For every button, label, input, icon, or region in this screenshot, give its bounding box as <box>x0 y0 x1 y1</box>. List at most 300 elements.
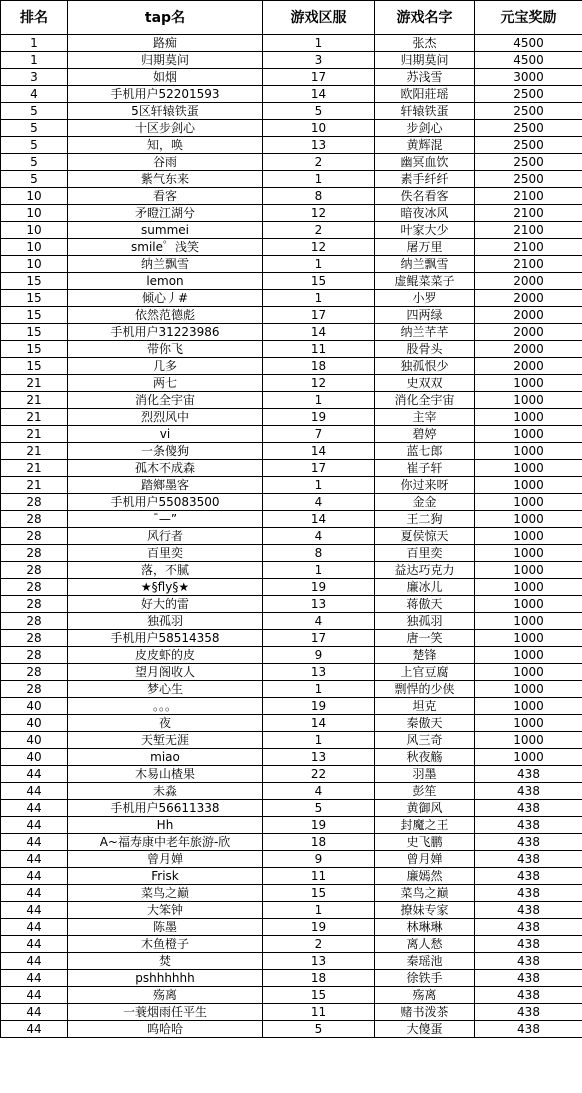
cell-yuanbao-reward: 1000 <box>475 477 582 494</box>
cell-game-name: 殇离 <box>375 987 475 1004</box>
header-game-server: 游戏区服 <box>263 1 375 35</box>
cell-game-server: 4 <box>263 528 375 545</box>
cell-tap-name: 百里奕 <box>68 545 263 562</box>
cell-rank: 5 <box>1 154 68 171</box>
cell-game-server: 15 <box>263 273 375 290</box>
cell-yuanbao-reward: 1000 <box>475 460 582 477</box>
cell-game-name: 秋夜觞 <box>375 749 475 766</box>
table-row <box>1 953 582 970</box>
header-row <box>1 1 582 35</box>
cell-rank: 44 <box>1 936 68 953</box>
cell-rank: 44 <box>1 851 68 868</box>
table-row <box>1 902 582 919</box>
cell-game-server: 4 <box>263 613 375 630</box>
cell-tap-name: 大笨钟 <box>68 902 263 919</box>
cell-game-name: 步剑心 <box>375 120 475 137</box>
cell-rank: 28 <box>1 562 68 579</box>
cell-tap-name: 知，唤 <box>68 137 263 154</box>
cell-tap-name: 消化全宇宙 <box>68 392 263 409</box>
cell-rank: 44 <box>1 953 68 970</box>
table-row <box>1 35 582 52</box>
cell-game-name: 廉冰儿 <box>375 579 475 596</box>
cell-game-server: 1 <box>263 732 375 749</box>
cell-game-name: 撩妹专家 <box>375 902 475 919</box>
cell-rank: 28 <box>1 664 68 681</box>
cell-rank: 28 <box>1 596 68 613</box>
cell-tap-name: 烈烈风中 <box>68 409 263 426</box>
cell-game-server: 12 <box>263 205 375 222</box>
table-row <box>1 613 582 630</box>
table-row <box>1 511 582 528</box>
cell-game-name: 独孤恨少 <box>375 358 475 375</box>
table-row <box>1 154 582 171</box>
cell-game-name: 蒋傲天 <box>375 596 475 613</box>
cell-game-server: 1 <box>263 171 375 188</box>
cell-rank: 21 <box>1 375 68 392</box>
cell-game-name: 独孤羽 <box>375 613 475 630</box>
cell-game-server: 19 <box>263 817 375 834</box>
table-row <box>1 885 582 902</box>
cell-tap-name: 谷雨 <box>68 154 263 171</box>
cell-yuanbao-reward: 2000 <box>475 324 582 341</box>
cell-game-name: 廉嫣然 <box>375 868 475 885</box>
cell-yuanbao-reward: 2500 <box>475 103 582 120</box>
cell-rank: 15 <box>1 341 68 358</box>
cell-game-name: 徐铁手 <box>375 970 475 987</box>
cell-rank: 21 <box>1 460 68 477</box>
cell-tap-name: smile゜浅笑 <box>68 239 263 256</box>
cell-yuanbao-reward: 438 <box>475 817 582 834</box>
cell-yuanbao-reward: 2100 <box>475 256 582 273</box>
cell-yuanbao-reward: 438 <box>475 783 582 800</box>
cell-yuanbao-reward: 2100 <box>475 205 582 222</box>
cell-tap-name: 。。。 <box>68 698 263 715</box>
cell-game-server: 5 <box>263 1021 375 1038</box>
cell-game-name: 赌书泼茶 <box>375 1004 475 1021</box>
cell-yuanbao-reward: 1000 <box>475 375 582 392</box>
cell-game-name: 大傻蛋 <box>375 1021 475 1038</box>
table-row <box>1 324 582 341</box>
cell-yuanbao-reward: 1000 <box>475 511 582 528</box>
cell-rank: 10 <box>1 256 68 273</box>
cell-rank: 44 <box>1 783 68 800</box>
table-row <box>1 69 582 86</box>
cell-yuanbao-reward: 2100 <box>475 239 582 256</box>
cell-tap-name: 纳兰飘雪 <box>68 256 263 273</box>
cell-game-name: 素手纤纤 <box>375 171 475 188</box>
cell-game-server: 1 <box>263 35 375 52</box>
cell-yuanbao-reward: 4500 <box>475 35 582 52</box>
table-row <box>1 528 582 545</box>
cell-rank: 21 <box>1 392 68 409</box>
cell-rank: 10 <box>1 222 68 239</box>
cell-tap-name: 路痴 <box>68 35 263 52</box>
cell-rank: 5 <box>1 120 68 137</box>
cell-rank: 15 <box>1 324 68 341</box>
table-row <box>1 460 582 477</box>
cell-yuanbao-reward: 1000 <box>475 613 582 630</box>
cell-game-server: 2 <box>263 154 375 171</box>
cell-game-name: 轩辕铁蛋 <box>375 103 475 120</box>
cell-rank: 44 <box>1 885 68 902</box>
cell-tap-name: 看客 <box>68 188 263 205</box>
cell-yuanbao-reward: 1000 <box>475 562 582 579</box>
cell-yuanbao-reward: 438 <box>475 970 582 987</box>
cell-game-server: 17 <box>263 460 375 477</box>
cell-game-name: 佚名看客 <box>375 188 475 205</box>
table-row <box>1 137 582 154</box>
cell-game-server: 19 <box>263 698 375 715</box>
cell-yuanbao-reward: 2100 <box>475 222 582 239</box>
cell-rank: 40 <box>1 749 68 766</box>
header-tap-name: tap名 <box>68 1 263 35</box>
cell-game-server: 13 <box>263 953 375 970</box>
header-yuanbao-reward: 元宝奖励 <box>475 1 582 35</box>
cell-yuanbao-reward: 1000 <box>475 749 582 766</box>
cell-rank: 44 <box>1 817 68 834</box>
cell-tap-name: 孤木不成森 <box>68 460 263 477</box>
cell-game-server: 9 <box>263 851 375 868</box>
cell-game-name: 纳兰飘雪 <box>375 256 475 273</box>
table-row <box>1 409 582 426</box>
table-row <box>1 494 582 511</box>
cell-tap-name: 殇离 <box>68 987 263 1004</box>
table-row <box>1 749 582 766</box>
cell-yuanbao-reward: 2500 <box>475 171 582 188</box>
table-row <box>1 800 582 817</box>
table-row <box>1 919 582 936</box>
table-row <box>1 103 582 120</box>
cell-yuanbao-reward: 438 <box>475 851 582 868</box>
table-row <box>1 188 582 205</box>
cell-game-server: 8 <box>263 188 375 205</box>
cell-rank: 5 <box>1 171 68 188</box>
cell-tap-name: 一条傻狗 <box>68 443 263 460</box>
cell-rank: 44 <box>1 834 68 851</box>
cell-game-name: 百里奕 <box>375 545 475 562</box>
table-row <box>1 52 582 69</box>
cell-rank: 1 <box>1 35 68 52</box>
cell-game-server: 3 <box>263 52 375 69</box>
cell-tap-name: pshhhhhh <box>68 970 263 987</box>
cell-game-name: 张杰 <box>375 35 475 52</box>
cell-game-name: 归期莫问 <box>375 52 475 69</box>
cell-game-name: 曾月婵 <box>375 851 475 868</box>
cell-game-server: 9 <box>263 647 375 664</box>
cell-game-name: 剽悍的少侠 <box>375 681 475 698</box>
cell-rank: 28 <box>1 579 68 596</box>
cell-yuanbao-reward: 1000 <box>475 698 582 715</box>
cell-game-name: 史飞鹏 <box>375 834 475 851</box>
cell-tap-name: 独孤羽 <box>68 613 263 630</box>
cell-game-server: 14 <box>263 511 375 528</box>
cell-yuanbao-reward: 3000 <box>475 69 582 86</box>
cell-game-server: 22 <box>263 766 375 783</box>
header-game-name: 游戏名字 <box>375 1 475 35</box>
cell-yuanbao-reward: 1000 <box>475 426 582 443</box>
cell-tap-name: 带你飞 <box>68 341 263 358</box>
cell-tap-name: Hh <box>68 817 263 834</box>
cell-tap-name: 落，不腻 <box>68 562 263 579</box>
cell-rank: 15 <box>1 358 68 375</box>
cell-game-name: 叶家大少 <box>375 222 475 239</box>
cell-game-server: 5 <box>263 103 375 120</box>
table-row <box>1 443 582 460</box>
cell-rank: 28 <box>1 511 68 528</box>
table-row <box>1 273 582 290</box>
table-row <box>1 205 582 222</box>
cell-game-name: 你过来呀 <box>375 477 475 494</box>
cell-game-server: 1 <box>263 256 375 273</box>
cell-tap-name: 陈墨 <box>68 919 263 936</box>
cell-game-name: 史双双 <box>375 375 475 392</box>
table-row <box>1 358 582 375</box>
cell-game-name: 消化全宇宙 <box>375 392 475 409</box>
cell-rank: 1 <box>1 52 68 69</box>
cell-yuanbao-reward: 1000 <box>475 409 582 426</box>
header-rank: 排名 <box>1 1 68 35</box>
cell-game-name: 夏侯惊天 <box>375 528 475 545</box>
cell-game-name: 欧阳莊瑶 <box>375 86 475 103</box>
cell-yuanbao-reward: 1000 <box>475 443 582 460</box>
cell-game-name: 暗夜冰风 <box>375 205 475 222</box>
cell-game-name: 小罗 <box>375 290 475 307</box>
cell-yuanbao-reward: 1000 <box>475 392 582 409</box>
cell-tap-name: 天堑无涯 <box>68 732 263 749</box>
cell-game-server: 13 <box>263 596 375 613</box>
cell-game-name: 坦克 <box>375 698 475 715</box>
table-row <box>1 86 582 103</box>
cell-game-server: 11 <box>263 868 375 885</box>
cell-game-server: 1 <box>263 477 375 494</box>
cell-game-server: 11 <box>263 1004 375 1021</box>
cell-yuanbao-reward: 2500 <box>475 137 582 154</box>
cell-game-name: 唐一笑 <box>375 630 475 647</box>
table-row <box>1 222 582 239</box>
cell-yuanbao-reward: 2000 <box>475 341 582 358</box>
table-row <box>1 341 582 358</box>
cell-game-server: 14 <box>263 443 375 460</box>
cell-rank: 28 <box>1 494 68 511</box>
cell-yuanbao-reward: 4500 <box>475 52 582 69</box>
table-row <box>1 630 582 647</box>
cell-yuanbao-reward: 438 <box>475 1021 582 1038</box>
cell-rank: 44 <box>1 902 68 919</box>
cell-yuanbao-reward: 1000 <box>475 528 582 545</box>
cell-rank: 44 <box>1 1021 68 1038</box>
cell-yuanbao-reward: 2500 <box>475 86 582 103</box>
cell-tap-name: 归期莫问 <box>68 52 263 69</box>
cell-yuanbao-reward: 1000 <box>475 715 582 732</box>
cell-game-server: 12 <box>263 375 375 392</box>
cell-game-server: 1 <box>263 392 375 409</box>
cell-game-name: 屠万里 <box>375 239 475 256</box>
cell-game-server: 13 <box>263 137 375 154</box>
cell-yuanbao-reward: 438 <box>475 766 582 783</box>
cell-game-name: 四两绿 <box>375 307 475 324</box>
cell-yuanbao-reward: 2500 <box>475 154 582 171</box>
cell-tap-name: 手机用户55083500 <box>68 494 263 511</box>
table-row <box>1 987 582 1004</box>
cell-yuanbao-reward: 438 <box>475 902 582 919</box>
cell-tap-name: A~福寿康中老年旅游-欣 <box>68 834 263 851</box>
cell-game-name: 王二狗 <box>375 511 475 528</box>
cell-tap-name: lemon <box>68 273 263 290</box>
table-row <box>1 715 582 732</box>
cell-tap-name: 未淼 <box>68 783 263 800</box>
cell-yuanbao-reward: 438 <box>475 919 582 936</box>
cell-rank: 44 <box>1 919 68 936</box>
cell-rank: 15 <box>1 273 68 290</box>
cell-game-name: 纳兰芊芊 <box>375 324 475 341</box>
cell-yuanbao-reward: 1000 <box>475 664 582 681</box>
cell-yuanbao-reward: 1000 <box>475 545 582 562</box>
cell-game-server: 1 <box>263 902 375 919</box>
cell-yuanbao-reward: 1000 <box>475 579 582 596</box>
table-row <box>1 698 582 715</box>
table-row <box>1 477 582 494</box>
cell-game-name: 虚鲲菜菜子 <box>375 273 475 290</box>
cell-tap-name: 十区步剑心 <box>68 120 263 137</box>
cell-tap-name: 踏鄉墨客 <box>68 477 263 494</box>
cell-rank: 28 <box>1 630 68 647</box>
cell-yuanbao-reward: 1000 <box>475 630 582 647</box>
cell-game-server: 10 <box>263 120 375 137</box>
cell-game-name: 菜鸟之巅 <box>375 885 475 902</box>
cell-game-name: 苏浅雪 <box>375 69 475 86</box>
cell-rank: 40 <box>1 715 68 732</box>
table-row <box>1 1021 582 1038</box>
cell-game-server: 7 <box>263 426 375 443</box>
cell-rank: 5 <box>1 103 68 120</box>
cell-game-name: 秦傲天 <box>375 715 475 732</box>
cell-yuanbao-reward: 438 <box>475 800 582 817</box>
cell-yuanbao-reward: 438 <box>475 987 582 1004</box>
cell-yuanbao-reward: 2000 <box>475 273 582 290</box>
cell-game-server: 19 <box>263 579 375 596</box>
cell-yuanbao-reward: 2000 <box>475 358 582 375</box>
cell-tap-name: 手机用户31223986 <box>68 324 263 341</box>
cell-game-server: 18 <box>263 834 375 851</box>
cell-game-name: 彭笙 <box>375 783 475 800</box>
cell-rank: 3 <box>1 69 68 86</box>
cell-game-name: 林琳琳 <box>375 919 475 936</box>
cell-game-name: 益达巧克力 <box>375 562 475 579</box>
cell-tap-name: 手机用户58514358 <box>68 630 263 647</box>
cell-tap-name: 手机用户56611338 <box>68 800 263 817</box>
cell-rank: 28 <box>1 681 68 698</box>
table-row <box>1 766 582 783</box>
cell-game-name: 金金 <box>375 494 475 511</box>
table-row <box>1 171 582 188</box>
cell-game-server: 14 <box>263 715 375 732</box>
cell-yuanbao-reward: 2500 <box>475 120 582 137</box>
cell-yuanbao-reward: 438 <box>475 953 582 970</box>
cell-rank: 28 <box>1 545 68 562</box>
cell-rank: 21 <box>1 443 68 460</box>
cell-yuanbao-reward: 438 <box>475 936 582 953</box>
cell-game-name: 主宰 <box>375 409 475 426</box>
cell-yuanbao-reward: 438 <box>475 1004 582 1021</box>
cell-game-name: 封魔之王 <box>375 817 475 834</box>
cell-rank: 21 <box>1 426 68 443</box>
cell-yuanbao-reward: 438 <box>475 868 582 885</box>
table-row <box>1 732 582 749</box>
table-row <box>1 1004 582 1021</box>
cell-tap-name: 曾月婵 <box>68 851 263 868</box>
cell-tap-name: 如烟 <box>68 69 263 86</box>
table-row <box>1 868 582 885</box>
cell-game-server: 18 <box>263 970 375 987</box>
cell-game-server: 17 <box>263 630 375 647</box>
table-row <box>1 834 582 851</box>
table-row <box>1 307 582 324</box>
cell-tap-name: 手机用户52201593 <box>68 86 263 103</box>
table-row <box>1 851 582 868</box>
cell-game-server: 14 <box>263 324 375 341</box>
cell-yuanbao-reward: 2000 <box>475 307 582 324</box>
cell-rank: 4 <box>1 86 68 103</box>
cell-tap-name: 望月阁收人 <box>68 664 263 681</box>
cell-yuanbao-reward: 1000 <box>475 596 582 613</box>
cell-rank: 40 <box>1 698 68 715</box>
cell-game-server: 18 <box>263 358 375 375</box>
cell-rank: 44 <box>1 800 68 817</box>
table-row <box>1 936 582 953</box>
cell-yuanbao-reward: 2000 <box>475 290 582 307</box>
cell-tap-name: 倾心丿# <box>68 290 263 307</box>
cell-game-name: 羽墨 <box>375 766 475 783</box>
cell-game-server: 1 <box>263 290 375 307</box>
cell-game-server: 17 <box>263 69 375 86</box>
cell-game-name: 蓝七郎 <box>375 443 475 460</box>
cell-tap-name: 梦心生 <box>68 681 263 698</box>
table-row <box>1 970 582 987</box>
cell-game-server: 13 <box>263 749 375 766</box>
cell-yuanbao-reward: 1000 <box>475 732 582 749</box>
table-row <box>1 392 582 409</box>
cell-game-server: 2 <box>263 936 375 953</box>
cell-yuanbao-reward: 1000 <box>475 494 582 511</box>
table-row <box>1 647 582 664</box>
cell-tap-name: 木鱼橙子 <box>68 936 263 953</box>
cell-rank: 15 <box>1 307 68 324</box>
cell-tap-name: 几多 <box>68 358 263 375</box>
cell-game-server: 4 <box>263 494 375 511</box>
cell-game-name: 上官豆腐 <box>375 664 475 681</box>
cell-rank: 28 <box>1 528 68 545</box>
table-row <box>1 426 582 443</box>
cell-game-server: 8 <box>263 545 375 562</box>
cell-rank: 21 <box>1 477 68 494</box>
cell-tap-name: 一蓑烟雨任平生 <box>68 1004 263 1021</box>
table-row <box>1 596 582 613</box>
table-row <box>1 562 582 579</box>
cell-rank: 10 <box>1 205 68 222</box>
cell-yuanbao-reward: 1000 <box>475 647 582 664</box>
cell-rank: 10 <box>1 239 68 256</box>
cell-tap-name: ¯—” <box>68 511 263 528</box>
cell-rank: 5 <box>1 137 68 154</box>
cell-game-server: 11 <box>263 341 375 358</box>
table-header <box>1 1 582 35</box>
cell-rank: 44 <box>1 766 68 783</box>
cell-tap-name: 风行者 <box>68 528 263 545</box>
cell-game-name: 秦瑶池 <box>375 953 475 970</box>
cell-tap-name: 菜鸟之巅 <box>68 885 263 902</box>
cell-rank: 28 <box>1 613 68 630</box>
cell-tap-name: miao <box>68 749 263 766</box>
